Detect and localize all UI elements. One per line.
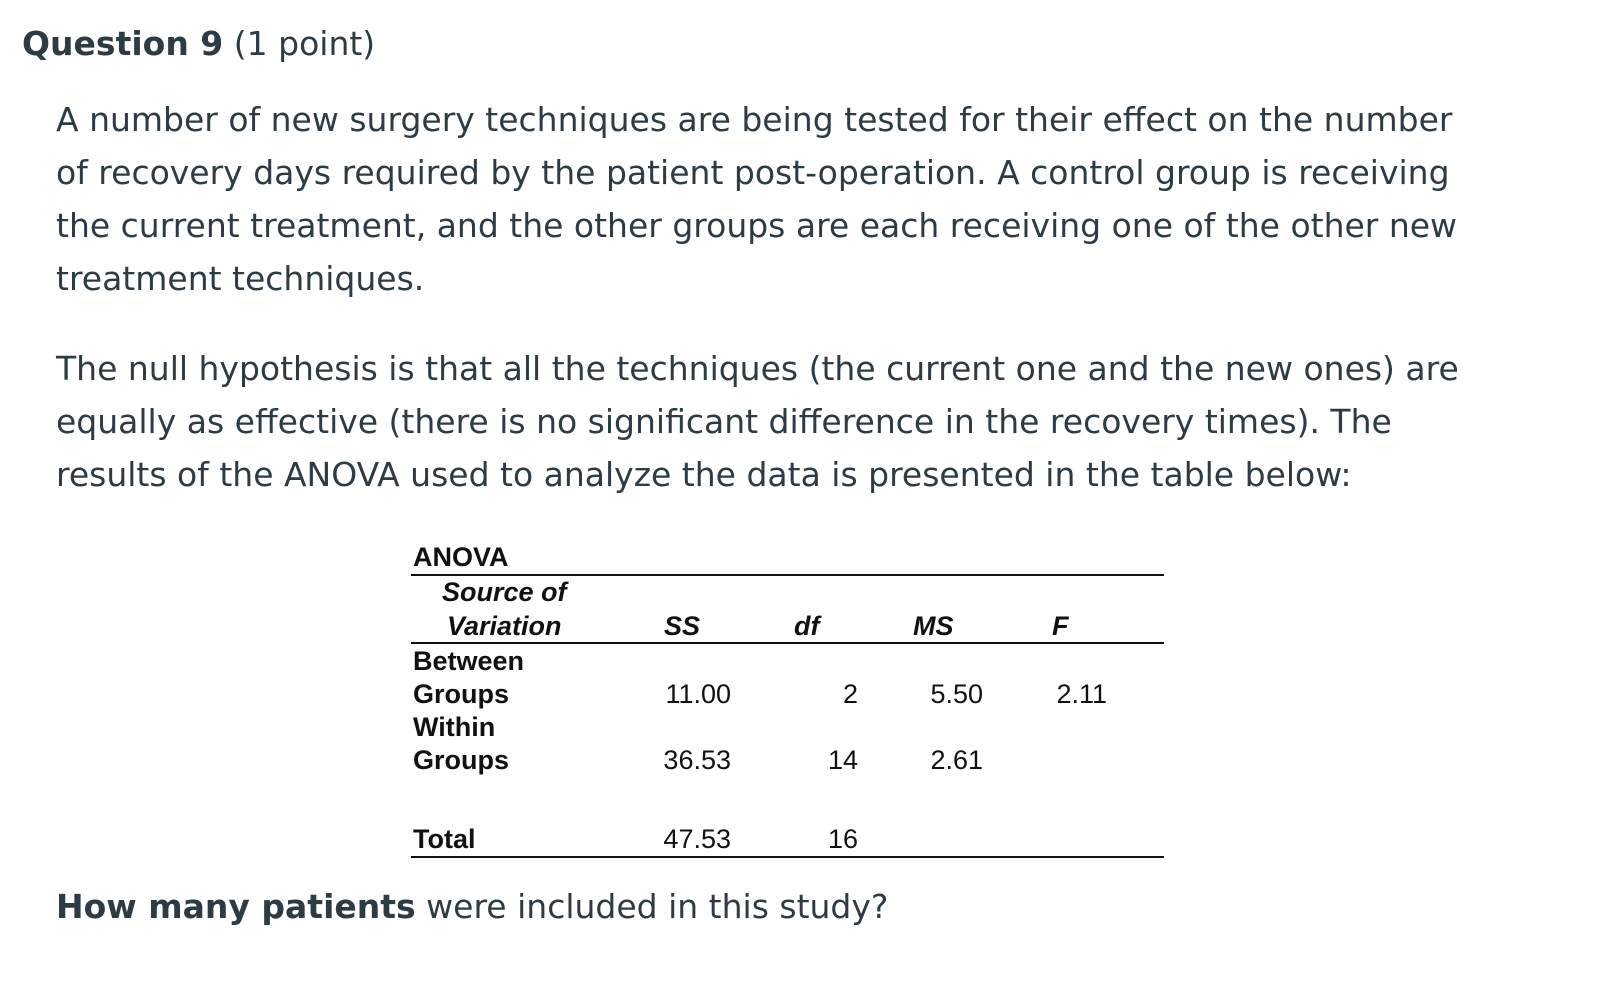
final-question — [56, 883, 888, 931]
header-df: df — [794, 611, 820, 641]
total-ss: 47.53 — [663, 824, 731, 854]
paragraph-line: treatment techniques. — [56, 259, 425, 298]
total-label: Total — [413, 824, 476, 854]
table-bottom-rule — [411, 856, 1164, 858]
header-ms: MS — [913, 611, 954, 641]
header-rule — [411, 642, 1164, 644]
paragraph-line: equally as effective (there is no significant difference in the recovery times). The — [56, 402, 1392, 441]
row-source: Between — [413, 646, 525, 676]
cell-df: 2 — [842, 679, 858, 709]
cell-df: 14 — [827, 745, 858, 775]
header-ss: SS — [664, 611, 701, 641]
header-source: Source of — [442, 577, 567, 607]
paragraph-line: A number of new surgery techniques are being tested for their effect on the number — [56, 100, 1453, 139]
anova-title: ANOVA — [413, 542, 509, 572]
question-points: (1 point) — [233, 24, 376, 63]
final-question-emphasis: How many patients — [56, 887, 416, 926]
row-source: Groups — [413, 679, 510, 709]
cell-ms: 2.61 — [930, 745, 983, 775]
total-df: 16 — [827, 824, 858, 854]
question-header — [22, 20, 375, 68]
row-source: Within — [413, 712, 496, 742]
paragraph-line: of recovery days required by the patient post-operation. A control group is receiving — [56, 153, 1450, 192]
final-question-rest: were included in this study? — [415, 887, 889, 926]
paragraph-line: the current treatment, and the other groups are each receiving one of the other new — [56, 206, 1458, 245]
paragraph-line: The null hypothesis is that all the techniques (the current one and the new ones) are — [56, 349, 1459, 388]
row-source: Groups — [413, 745, 510, 775]
cell-ms: 5.50 — [930, 679, 983, 709]
question-title: Question 9 — [22, 24, 224, 63]
cell-f: 2.11 — [1056, 679, 1107, 709]
cell-ss: 11.00 — [665, 679, 731, 709]
header-f: F — [1052, 611, 1069, 641]
cell-ss: 36.53 — [663, 745, 731, 775]
header-source: Variation — [447, 611, 562, 641]
anova-table — [411, 0, 1164, 990]
paragraph-line: results of the ANOVA used to analyze the data is presented in the table below: — [56, 455, 1352, 494]
